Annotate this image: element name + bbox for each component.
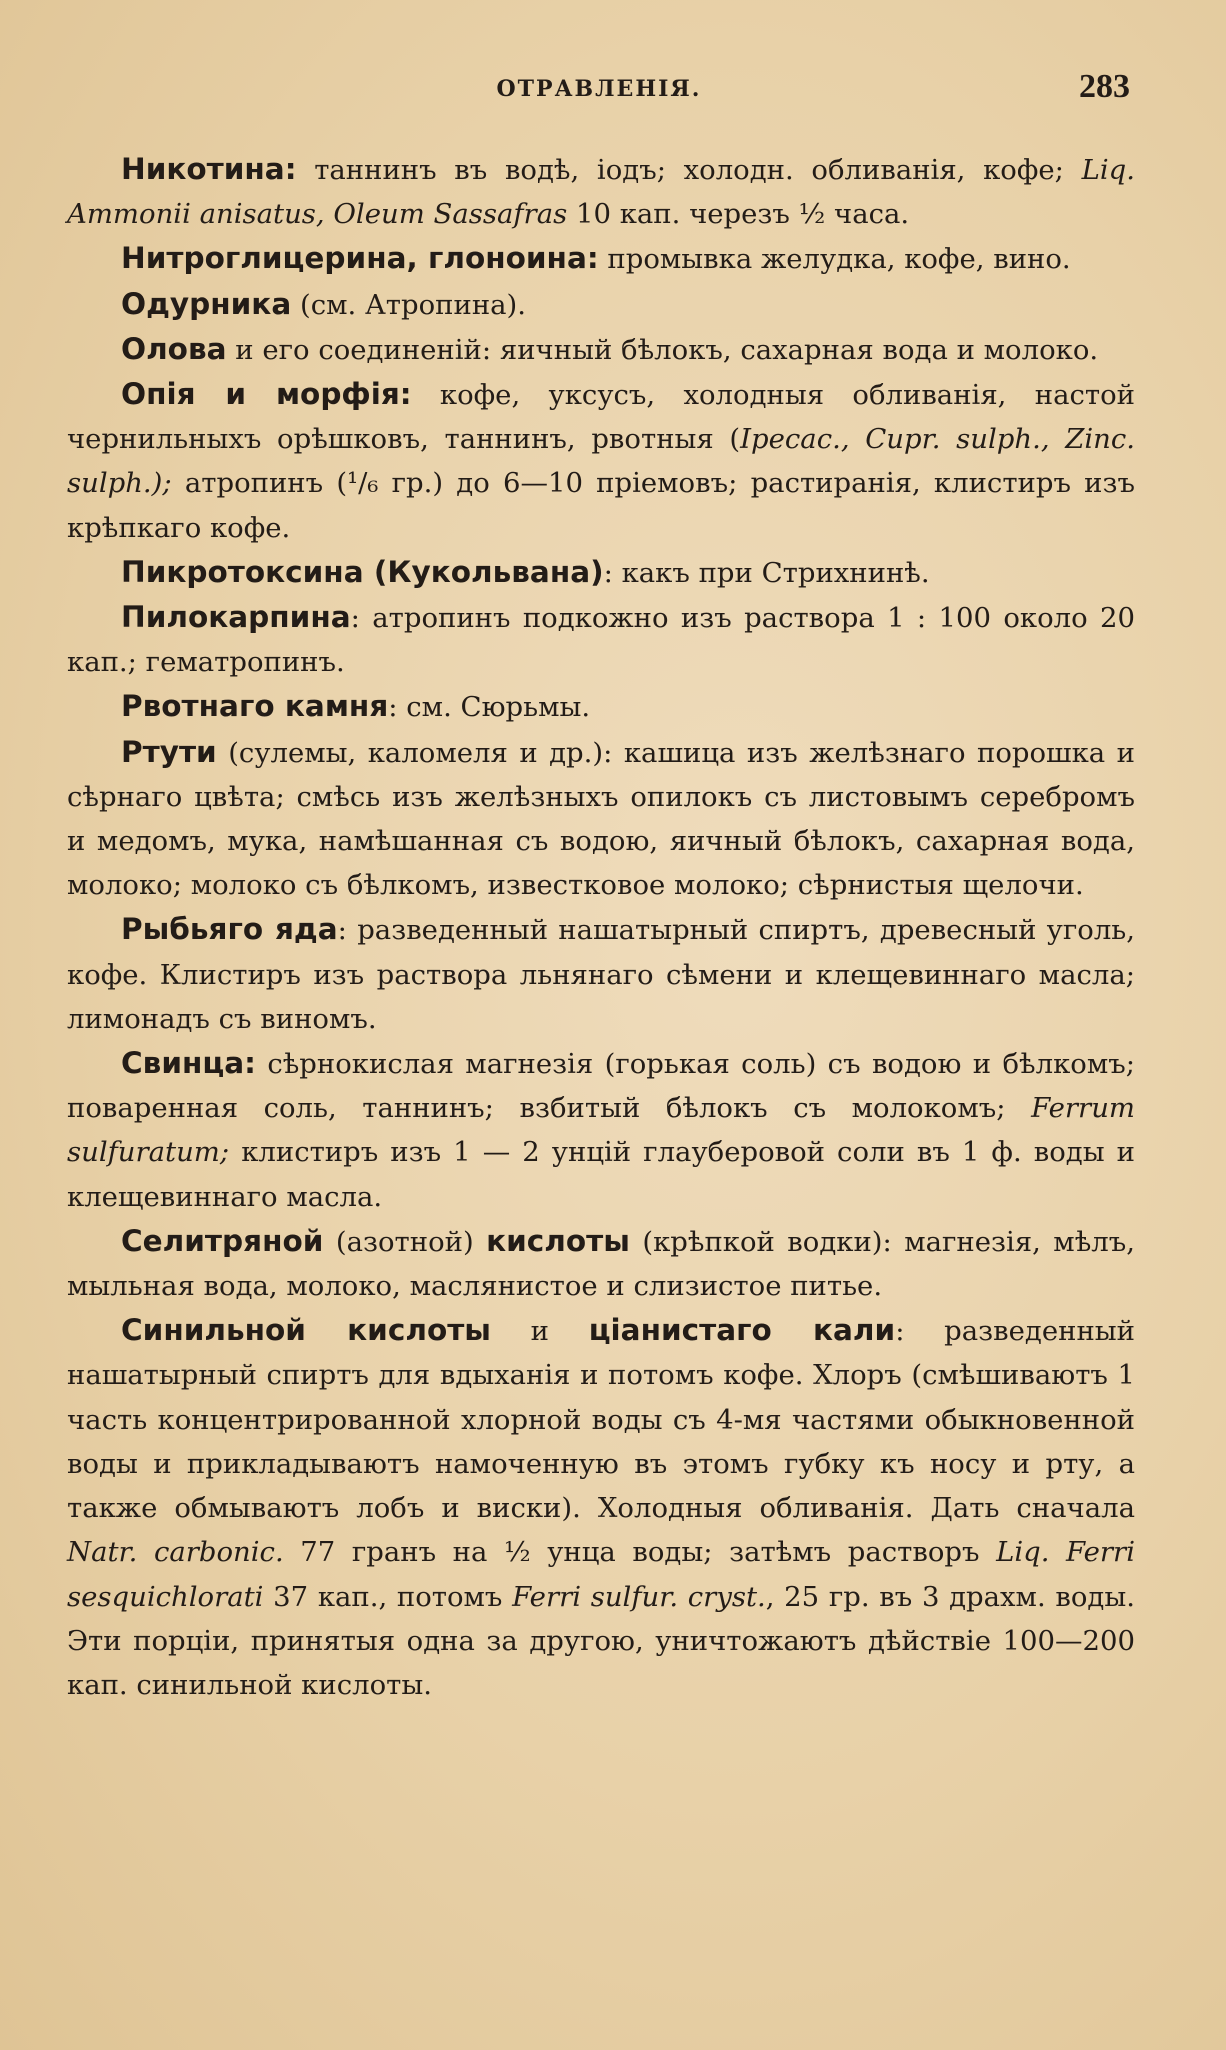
entry-paragraph (67, 684, 1135, 729)
entry-paragraph (67, 595, 1135, 684)
entry-text: : атропинъ подкожно изъ раствора 1 : 100 около 20 кап.; гематропинъ. (67, 602, 1135, 679)
entry-text: и (491, 1315, 589, 1348)
entry-text: кофе, уксусъ, холодныя обливанія, настой чернильныхъ орѣшковъ, таннинъ, рвотныя ( (67, 379, 1135, 456)
entry-text: : разведенный нашатырный спиртъ для вдыханія и потомъ кофе. Хлоръ (смѣшиваютъ 1 часть концентрированной хлорной воды съ 4-мя частями обыкновенной воды и прикладываютъ намоченную въ этомъ губку къ носу и рту, а также обмываютъ лобъ и виски). Холодныя обливанія. Дать сначала (67, 1315, 1135, 1525)
body-text (67, 147, 1135, 1707)
entry-heading: кислоты (486, 1223, 630, 1258)
entry-heading: Рвотнаго камня (121, 689, 389, 724)
latin-term: Ferri sulfur. cryst. (512, 1580, 766, 1613)
entry-heading: Свинца: (121, 1046, 256, 1081)
entry-text: таннинъ въ водѣ, іодъ; холодн. обливанія, кофе; (296, 154, 1082, 186)
entry-heading: Рыбьяго яда (121, 912, 338, 947)
entry-paragraph (67, 1041, 1135, 1219)
entry-paragraph (67, 147, 1135, 236)
entry-heading: Нитроглицерина, глоноина: (121, 241, 599, 276)
entry-paragraph (67, 327, 1135, 372)
page-header (68, 68, 1130, 110)
entry-text: промывка желудка, кофе, вино. (598, 243, 1071, 276)
entry-text: : какъ при Стрихнинѣ. (603, 556, 930, 589)
entry-text: (сулемы, каломеля и др.): кашица изъ желѣзнаго порошка и сѣрнаго цвѣта; смѣсь изъ желѣзныхъ опилокъ съ листовымъ серебромъ и медомъ, мука, намѣшанная съ водою, яичный бѣлокъ, сахарная вода, молоко; молоко съ бѣлкомъ, известковое молоко; сѣрнистыя щелочи. (67, 736, 1135, 902)
latin-term: Natr. carbonic. (67, 1536, 284, 1569)
latin-term: Ferrum sulfuratum; (67, 1092, 1135, 1169)
entry-heading: Ртути (121, 734, 217, 769)
entry-paragraph (67, 730, 1135, 908)
entry-heading: Селитряной (121, 1223, 324, 1258)
entry-text: (азотной) (323, 1225, 487, 1258)
entry-text: клистиръ изъ 1 — 2 унцій глауберовой соли въ 1 ф. воды и клещевиннаго масла. (67, 1136, 1135, 1213)
entry-paragraph (67, 1308, 1135, 1707)
entry-paragraph (67, 550, 1135, 595)
entry-text: и его соединеній: яичный бѣлокъ, сахарная вода и молоко. (226, 333, 1099, 366)
entry-heading: Пилокарпина (121, 600, 351, 635)
latin-term: Liq. Ammonii anisatus, Oleum Sassafras (67, 154, 1135, 231)
entry-heading: Олова (121, 331, 227, 366)
entry-paragraph (67, 907, 1135, 1041)
entry-text: : см. Сюрьмы. (388, 691, 591, 724)
entry-paragraph (67, 372, 1135, 550)
entry-text: сѣрнокислая магнезія (горькая соль) съ водою и бѣлкомъ; поваренная соль, таннинъ; взбитый бѣлокъ съ молокомъ; (67, 1048, 1135, 1125)
entry-text: 77 гранъ на ½ унца воды; затѣмъ растворъ (283, 1536, 997, 1569)
entry-text: (см. Атропина). (291, 288, 527, 321)
entry-text: атропинъ (¹/₆ гр.) до 6—10 пріемовъ; растиранія, клистиръ изъ крѣпкаго кофе. (67, 467, 1135, 544)
entry-text: 37 кап., потомъ (263, 1580, 513, 1613)
entry-heading: Никотина: (121, 152, 297, 186)
page-number: 283 (1079, 68, 1130, 105)
entry-paragraph (67, 282, 1135, 327)
entry-text: : разведенный нашатырный спиртъ, древесный уголь, кофе. Клистиръ изъ раствора льнянаго сѣмени и клещевиннаго масла; лимонадъ съ виномъ. (67, 914, 1135, 1035)
entry-paragraph (67, 236, 1135, 281)
entry-heading: ціанистаго кали (588, 1313, 896, 1348)
latin-term: Ipecac., Cupr. sulph., Zinc. sulph.); (67, 423, 1135, 500)
entry-heading: Одурника (121, 286, 292, 321)
entry-text: (крѣпкой водки): магнезія, мѣлъ, мыльная вода, молоко, маслянистое и слизистое питье. (67, 1225, 1135, 1303)
entry-paragraph (67, 1219, 1135, 1308)
running-head: ОТРАВЛЕНІЯ. (496, 76, 702, 102)
entry-text: , 25 гр. въ 3 драхм. воды. Эти порціи, принятыя одна за другою, уничтожаютъ дѣйствіе 100—200 кап. синильной кислоты. (67, 1580, 1135, 1701)
entry-heading: Опія и морфія: (121, 377, 412, 412)
entry-heading: Пикротоксина (Кукольвана) (121, 554, 604, 589)
entry-text: 10 кап. черезъ ½ часа. (567, 198, 910, 231)
latin-term: Liq. Ferri sesquichlorati (67, 1536, 1135, 1613)
entry-heading: Синильной кислоты (121, 1313, 491, 1348)
